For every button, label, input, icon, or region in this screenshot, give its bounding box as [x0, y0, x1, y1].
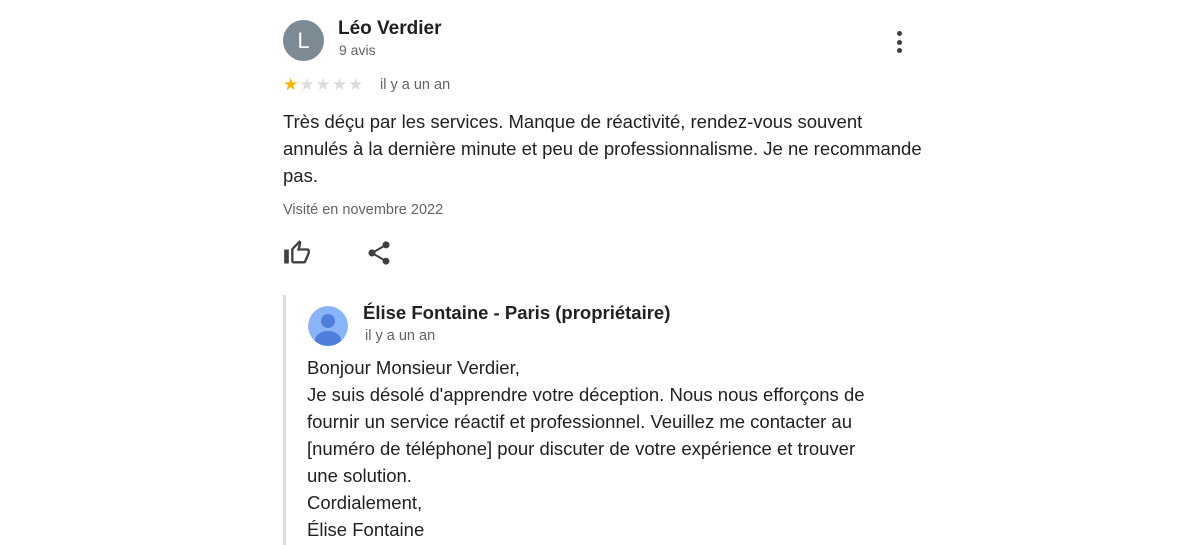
star-empty-icon: ★ — [348, 75, 364, 94]
share-icon — [365, 239, 393, 267]
star-filled-icon: ★ — [283, 75, 299, 94]
reply-line: Élise Fontaine — [307, 519, 425, 540]
more-vert-icon-dot — [897, 48, 902, 53]
owner-avatar — [308, 306, 348, 346]
owner-name: Élise Fontaine - Paris (propriétaire) — [363, 302, 671, 323]
reviewer-avatar[interactable]: L — [283, 20, 324, 61]
star-rating — [283, 76, 363, 93]
share-button[interactable] — [365, 239, 393, 267]
thumb-up-icon — [283, 239, 311, 267]
more-options-button[interactable] — [887, 29, 911, 55]
review-text: Très déçu par les services. Manque de réactivité, rendez-vous souvent annulés à la dernière minute et peu de professionnalisme. Je ne recommande pas. — [283, 111, 922, 186]
default-profile-icon — [308, 306, 348, 346]
more-vert-icon — [897, 31, 902, 36]
star-empty-icon: ★ — [299, 75, 315, 94]
owner-reply — [283, 295, 943, 545]
reply-line: Cordialement, — [307, 492, 423, 513]
reply-line: Je suis désolé d'apprendre votre déception. Nous nous efforçons de — [307, 384, 865, 405]
more-vert-icon-dot — [897, 40, 902, 45]
star-empty-icon: ★ — [315, 75, 331, 94]
reply-line: Bonjour Monsieur Verdier, — [307, 357, 520, 378]
reply-line: fournir un service réactif et professionnel. Veuillez me contacter au — [307, 411, 853, 432]
like-button[interactable] — [283, 239, 311, 267]
reply-line: une solution. — [307, 465, 412, 486]
reply-date: il y a un an — [365, 328, 436, 344]
reviewer-review-count: 9 avis — [339, 42, 376, 58]
review-date: il y a un an — [380, 77, 451, 93]
reply-line: [numéro de téléphone] pour discuter de votre expérience et trouver — [307, 438, 856, 459]
reviewer-name[interactable]: Léo Verdier — [338, 18, 442, 39]
star-empty-icon: ★ — [331, 75, 347, 94]
visit-date: Visité en novembre 2022 — [283, 202, 444, 218]
reply-text — [307, 354, 937, 543]
